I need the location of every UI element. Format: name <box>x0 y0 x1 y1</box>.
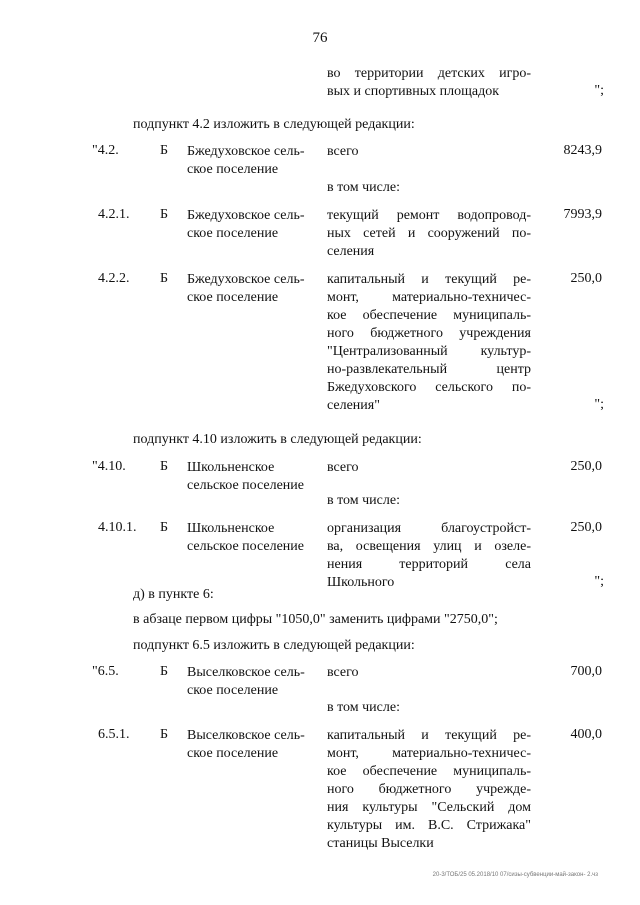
description-line: ва, освещения улиц и озеле- <box>327 539 531 554</box>
recipient-line: Бжедуховское сель- <box>187 272 305 287</box>
row-description <box>327 492 531 510</box>
description-line: нения территорий села <box>327 557 531 572</box>
paragraph-abzac: в абзаце первом цифры "1050,0" заменить цифрами "2750,0"; <box>133 612 498 627</box>
row-recipient <box>187 727 305 763</box>
recipient-line: Бжедуховское сель- <box>187 144 305 159</box>
top-fragment-line: вых и спортивных площадок <box>327 84 500 99</box>
description-line: организация благоустройст- <box>327 521 531 536</box>
description-line: кое обеспечение муниципаль- <box>327 764 531 779</box>
row-recipient <box>187 459 304 495</box>
row-letter: Б <box>160 727 169 742</box>
description-line: монт, материально-техничес- <box>327 290 531 305</box>
top-fragment-text <box>327 65 531 101</box>
description-line: капитальный и текущий ре- <box>327 272 531 287</box>
closing-quote: "; <box>594 574 604 589</box>
row-number: 4.2.2. <box>98 271 130 286</box>
row-description <box>327 271 531 415</box>
row-recipient <box>187 143 305 179</box>
row-recipient <box>187 207 305 243</box>
description-line: в том числе: <box>327 700 400 715</box>
recipient-line: Бжедуховское сель- <box>187 208 305 223</box>
row-recipient <box>187 664 305 700</box>
page-number: 76 <box>312 30 328 46</box>
footer-file-path: 20-3/ТОБ/25 05.2018/10 07/сизы-субвенции-май-закон- 2.чз <box>432 872 598 878</box>
row-number: 4.10.1. <box>98 520 137 535</box>
description-line: станицы Выселки <box>327 836 434 851</box>
row-letter: Б <box>160 271 169 286</box>
description-line: селения <box>327 244 375 259</box>
description-line: кое обеспечение муниципаль- <box>327 308 531 323</box>
description-line: но-развлекательный центр <box>327 362 531 377</box>
recipient-line: Выселковское сель- <box>187 728 305 743</box>
row-description <box>327 179 531 197</box>
paragraph-d: д) в пункте 6: <box>133 587 214 602</box>
paragraph-4-10: подпункт 4.10 изложить в следующей редакции: <box>133 432 422 447</box>
description-line: в том числе: <box>327 493 400 508</box>
row-letter: Б <box>160 520 169 535</box>
row-number: 6.5.1. <box>98 727 130 742</box>
row-amount: 7993,9 <box>563 207 602 222</box>
description-line: ного бюджетного учрежде- <box>327 782 531 797</box>
row-number: "4.10. <box>92 459 126 474</box>
recipient-line: ское поселение <box>187 683 279 698</box>
row-letter: Б <box>160 207 169 222</box>
description-line: капитальный и текущий ре- <box>327 728 531 743</box>
recipient-line: ское поселение <box>187 226 279 241</box>
row-number: 4.2.1. <box>98 207 130 222</box>
row-description <box>327 727 531 853</box>
row-letter: Б <box>160 459 169 474</box>
recipient-line: Выселковское сель- <box>187 665 305 680</box>
row-description <box>327 143 531 161</box>
row-recipient <box>187 271 305 307</box>
top-fragment-line: во территории детских игро- <box>327 66 531 81</box>
row-amount: 400,0 <box>570 727 602 742</box>
row-letter: Б <box>160 143 169 158</box>
row-amount: 250,0 <box>570 271 602 286</box>
row-letter: Б <box>160 664 169 679</box>
description-line: культуры им. В.С. Стрижака" <box>327 818 531 833</box>
row-description <box>327 664 531 682</box>
description-line: селения" <box>327 398 380 413</box>
description-line: текущий ремонт водопровод- <box>327 208 531 223</box>
recipient-line: ское поселение <box>187 290 279 305</box>
description-line: всего <box>327 460 359 475</box>
row-description <box>327 520 531 592</box>
row-amount: 700,0 <box>570 664 602 679</box>
recipient-line: сельское поселение <box>187 478 304 493</box>
paragraph-6-5: подпункт 6.5 изложить в следующей редакции: <box>133 638 415 653</box>
recipient-line: ское поселение <box>187 746 279 761</box>
description-line: всего <box>327 144 359 159</box>
recipient-line: Школьненское <box>187 521 275 536</box>
description-line: ния культуры "Сельский дом <box>327 800 531 815</box>
row-amount: 8243,9 <box>563 143 602 158</box>
row-number: "4.2. <box>92 143 119 158</box>
description-line: Бжедуховского сельского по- <box>327 380 531 395</box>
description-line: "Централизованный культур- <box>327 344 531 359</box>
row-description <box>327 459 531 477</box>
recipient-line: Школьненское <box>187 460 275 475</box>
closing-quote: "; <box>594 83 604 98</box>
recipient-line: сельское поселение <box>187 539 304 554</box>
recipient-line: ское поселение <box>187 162 279 177</box>
paragraph-4-2: подпункт 4.2 изложить в следующей редакции: <box>133 117 415 132</box>
description-line: в том числе: <box>327 180 400 195</box>
row-description <box>327 207 531 261</box>
row-number: "6.5. <box>92 664 119 679</box>
closing-quote: "; <box>594 397 604 412</box>
row-recipient <box>187 520 304 556</box>
row-amount: 250,0 <box>570 520 602 535</box>
description-line: всего <box>327 665 359 680</box>
description-line: Школьного <box>327 575 395 590</box>
description-line: монт, материально-техничес- <box>327 746 531 761</box>
description-line: ных сетей и сооружений по- <box>327 226 531 241</box>
row-description <box>327 699 531 717</box>
row-amount: 250,0 <box>570 459 602 474</box>
description-line: ного бюджетного учреждения <box>327 326 531 341</box>
